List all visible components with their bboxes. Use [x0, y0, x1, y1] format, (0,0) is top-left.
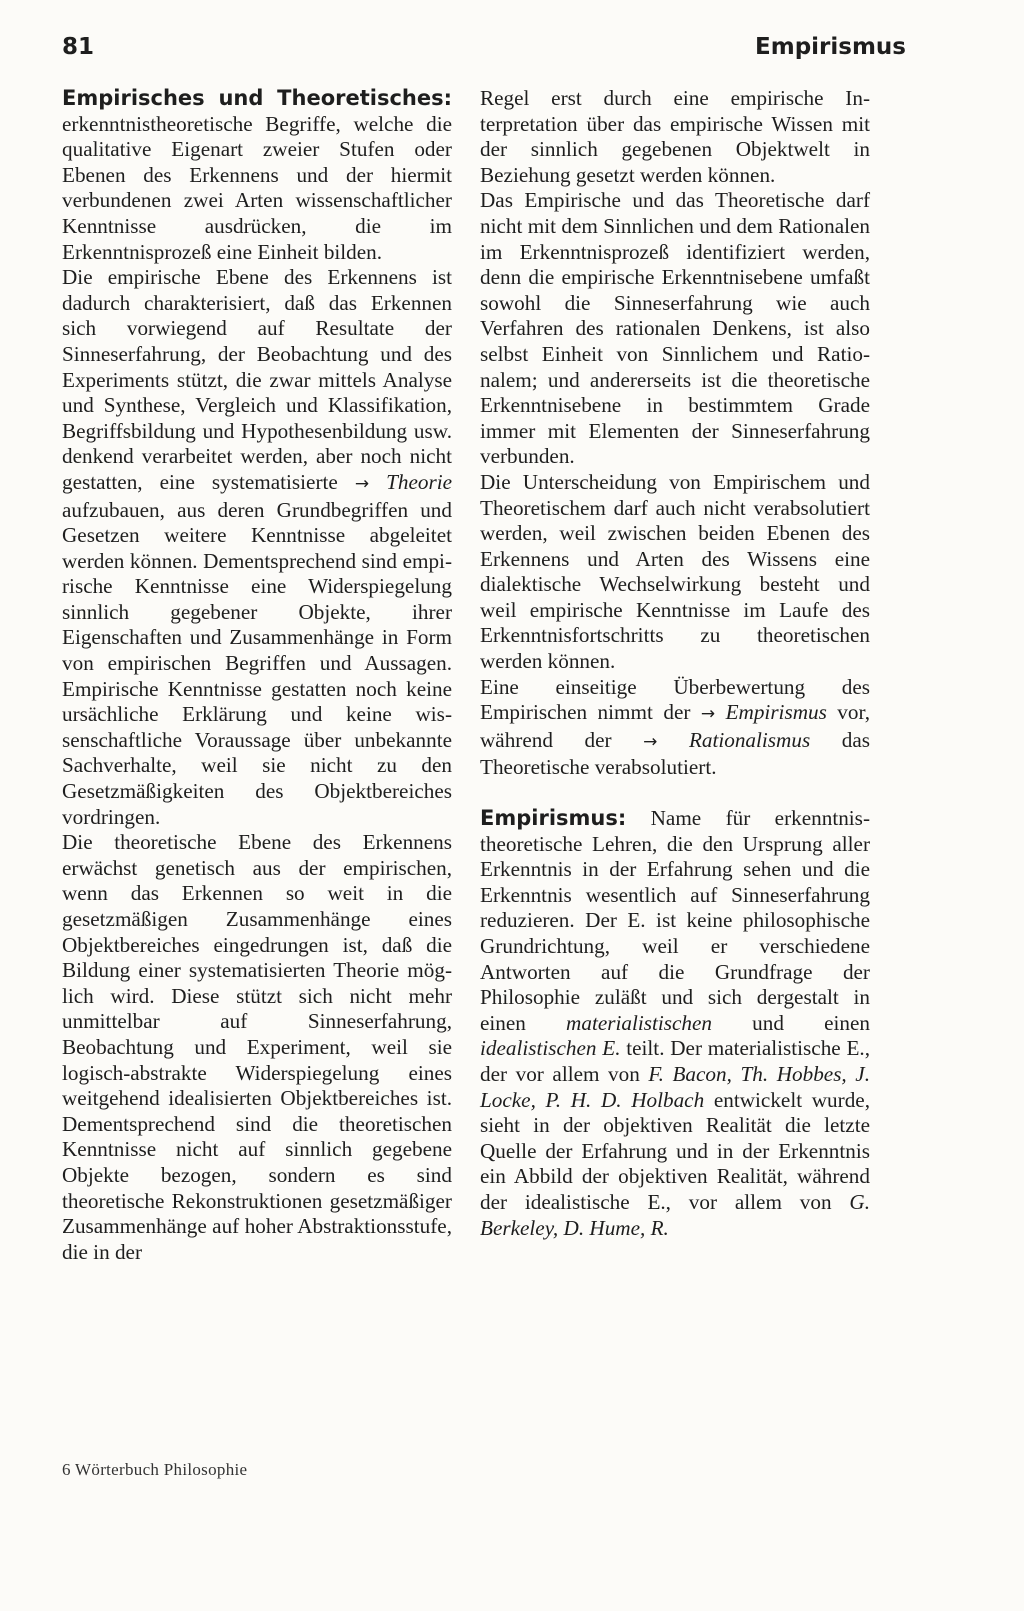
philosopher-names: F. Bacon, Th. Hobbes, J. Locke, P. H. D. Holbach [480, 1061, 870, 1112]
paragraph-text: Das Empirische und das Theoretische darf nicht mit dem Sinnlichen und dem Rationalen im Erkenntnisprozeß identifiziert werden, denn die empirische Erkenntnisebene umfaßt sowohl die Sinneserfahrung wie auch Verfahren des rationalen Denkens, ist also selbst Einheit von Sinnlichem und Rationalem; und andererseits ist die theoretische Erkenntnisebene in bestimmtem Grade immer mit Elementen der Sinneserfahrung verbunden. [480, 188, 870, 469]
entry-empirismus [480, 806, 870, 1241]
paragraph-text: Regel erst durch eine empirische Interpretation über das empirische Wissen mit der sinnlich gegebenen Objektwelt in Beziehung gesetzt werden können. [480, 86, 870, 187]
entry-definition: teilt. Der materialistische E., der vor allem von [480, 1036, 870, 1086]
right-column [480, 86, 870, 1241]
paragraph [480, 188, 870, 470]
paragraph-text: Die theoretische Ebene des Erkennens erwächst genetisch aus der empirischen, wenn das Erkennen so weit in die gesetzmäßigen Zusammenhänge eines Objektbereiches eingedrungen ist, daß die Bildung einer systematisierten Theorie möglich wird. Diese stützt sich nicht mehr unmittelbar auf Sinneserfahrung, Beobachtung und Experiment, weil sie logisch-abstrakte Widerspiegelung eines weitgehend idealisierten Objektbereiches ist. Dementsprechend sind die theoretischen Kenntnisse nicht auf sinnlich gegebene Objekte bezogen, sondern es sind theoretische Rekonstruktionen gesetzmäßiger Zusammenhänge auf hoher Abstraktionsstufe, die in der [62, 830, 452, 1264]
running-head: Empirismus [755, 34, 906, 60]
page-header [62, 34, 906, 74]
paragraph-text: vor, während der [480, 700, 871, 752]
cross-reference-rationalismus[interactable]: Rationalismus [657, 727, 811, 752]
paragraph [480, 675, 870, 781]
cross-reference-arrow-icon: → [354, 473, 370, 494]
left-column [62, 86, 452, 1265]
paragraph [62, 265, 452, 830]
paragraph-text: aufzubauen, aus deren Grundbegriffen und Gesetzen weitere Kenntnisse abgeleitet werden können. Dementsprechend sind empirische Kenntnisse eine Widerspiegelung sinnlich gegebener Objekte, ihrer Eigenschaften und Zusammenhänge in Form von empirischen Begriffen und Aussagen. Empirische Kenntnisse gestatten noch keine ursächliche Erklärung und keine wissenschaftliche Voraussage über unbekannte Sachverhalte, weil sie nicht zu den Gesetzmäßigkeiten des Objektbereiches vordringen. [62, 497, 452, 829]
page-number: 81 [62, 34, 95, 60]
cross-reference-empirismus[interactable]: Empirismus [715, 700, 827, 725]
entry-definition: entwickelt wurde, sieht in der objektiven Realität die letzte Quelle der Erfahrung und in der Erkenntnis ein Abbild der objektiven Realität, während der idealistische E., vor allem von [480, 1087, 870, 1214]
entry-term: Empirisches und Theoretisches: [62, 86, 452, 110]
paragraph-text: Eine einseitige Überbewertung des Empirischen nimmt der [480, 674, 870, 725]
entry-definition: erkenntnistheoretische Begriffe, welche die qualitative Eigenart zweier Stufen oder Ebenen des Erkennens und der hiermit verbundenen zwei Arten wissenschaftlicher Kenntnisse ausdrücken, die im Erkenntnisprozeß eine Einheit bilden. [62, 111, 452, 264]
paragraph [62, 830, 452, 1265]
philosopher-names: G. Berkeley, D. Hume, R. [480, 1189, 870, 1240]
cross-reference-arrow-icon: → [643, 731, 658, 752]
entry-empirisches-und-theoretisches [62, 86, 452, 265]
entry-definition: Name für erkenntnistheoretische Lehren, die den Ursprung aller Erkenntnis in der Erfahrung sehen und die Erkenntnis wesentlich auf Sinneserfahrung reduzieren. Der E. ist keine philosophische Grundrichtung, weil er verschiedene Antworten auf die Grundfrage der Philosophie zuläßt und sich dergestalt in einen [480, 806, 870, 1035]
paragraph [480, 86, 870, 188]
paragraph-text: Die Unterscheidung von Empirischem und Theoretischem darf auch nicht verabsolutiert werden, weil zwischen beiden Ebenen des Erkennens und Arten des Wissens eine dialektische Wechselwirkung besteht und weil empirische Kenntnisse im Laufe des Erkenntnisfortschritts zu theoretischen werden können. [480, 469, 870, 674]
italic-term: idealistischen E. [480, 1036, 621, 1061]
paragraph [480, 470, 870, 675]
entry-definition: und einen [712, 1010, 870, 1035]
paragraph-text: das Theoretische verabsolutiert. [480, 727, 870, 780]
page-footer-signature: 6 Wörterbuch Philosophie [62, 1460, 248, 1479]
italic-term: materialistischen [566, 1010, 712, 1035]
entry-term: Empirismus: [480, 806, 627, 831]
cross-reference-theorie[interactable]: Theorie [369, 469, 452, 494]
cross-reference-arrow-icon: → [700, 704, 716, 725]
paragraph-text: Die empirische Ebene des Erkennens ist dadurch charakterisiert, daß das Erkennen sich vorwiegend auf Resultate der Sinneserfahrung, der Beobachtung und des Experiments stützt, die zwar mittels Analyse und Synthese, Vergleich und Klassifikation, Begriffsbildung und Hypothesenbildung usw. denkend verarbeitet werden, aber noch nicht gestatten, eine systematisierte [62, 265, 452, 494]
